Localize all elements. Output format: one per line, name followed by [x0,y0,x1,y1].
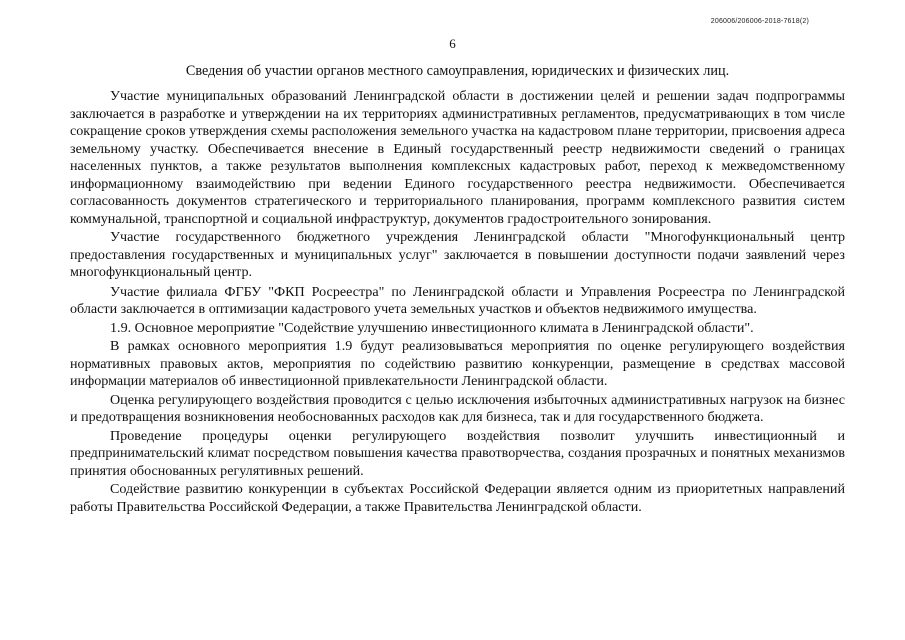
paragraph-rosreestr-participation: Участие филиала ФГБУ "ФКП Росреестра" по Ленинградской области и Управления Росреестра по Ленинградской области заключается в оптимизации кадастрового учета земельных участков и объектов недвижимого имущества. [70,283,845,317]
page-number: 6 [449,36,456,51]
paragraph-municipal-participation: Участие муниципальных образований Ленинградской области в достижении целей и решении задач подпрограммы заключается в разработке и утверждении на их территориях административных регламентов, предусматривающих в том числе сокращение сроков утверждения схемы расположения земельного участка на кадастровом плане территории, присвоения адреса земельному участку. Обеспечивается внесение в Единый государственный реестр недвижимости сведений о границах населенных пунктов, а также результатов выполнения комплексных кадастровых работ, переход к межведомственному информационному взаимодействию при ведении Единого государственного реестра недвижимости. Обеспечивается согласованность документов стратегического и территориального планирования, программ комплексного развития систем коммунальной, транспортной и социальной инфраструктур, документов градостроительного зонирования. [70,88,845,227]
paragraph-mfc-participation: Участие государственного бюджетного учреждения Ленинградской области "Многофункциональный центр предоставления государственных и муниципальных услуг" заключается в повышении доступности подачи заявлений через многофункциональный центр. [70,229,845,280]
section-heading: Сведения об участии органов местного самоуправления, юридических и физических лиц. [185,63,730,79]
paragraph-activity-scope: В рамках основного мероприятия 1.9 будут реализовываться мероприятия по оценке регулирующего воздействия нормативных правовых актов, мероприятия по содействию развитию конкуренции, размещение в средствах массовой информации материалов об инвестиционной привлекательности Ленинградской области. [70,338,845,389]
paragraph-competition-development: Содействие развитию конкуренции в субъектах Российской Федерации является одним из приоритетных направлений работы Правительства Российской Федерации, а также Правительства Ленинградской области. [70,481,845,515]
paragraph-regulatory-assessment: Оценка регулирующего воздействия проводится с целью исключения избыточных административных нагрузок на бизнес и предотвращения возникновения необоснованных расходов как для бизнеса, так и для государственного бюджета. [70,391,845,425]
paragraph-main-activity-1-9: 1.9. Основное мероприятие "Содействие улучшению инвестиционного климата в Ленинградской области". [110,319,754,336]
document-body [70,88,845,516]
paragraph-procedure-benefits: Проведение процедуры оценки регулирующего воздействия позволит улучшить инвестиционный и предпринимательский климат посредством повышения качества правотворчества, создания прозрачных и понятных механизмов принятия обоснованных регулятивных решений. [70,427,845,479]
document-id: 206006/206006-2018-7618(2) [710,18,809,25]
